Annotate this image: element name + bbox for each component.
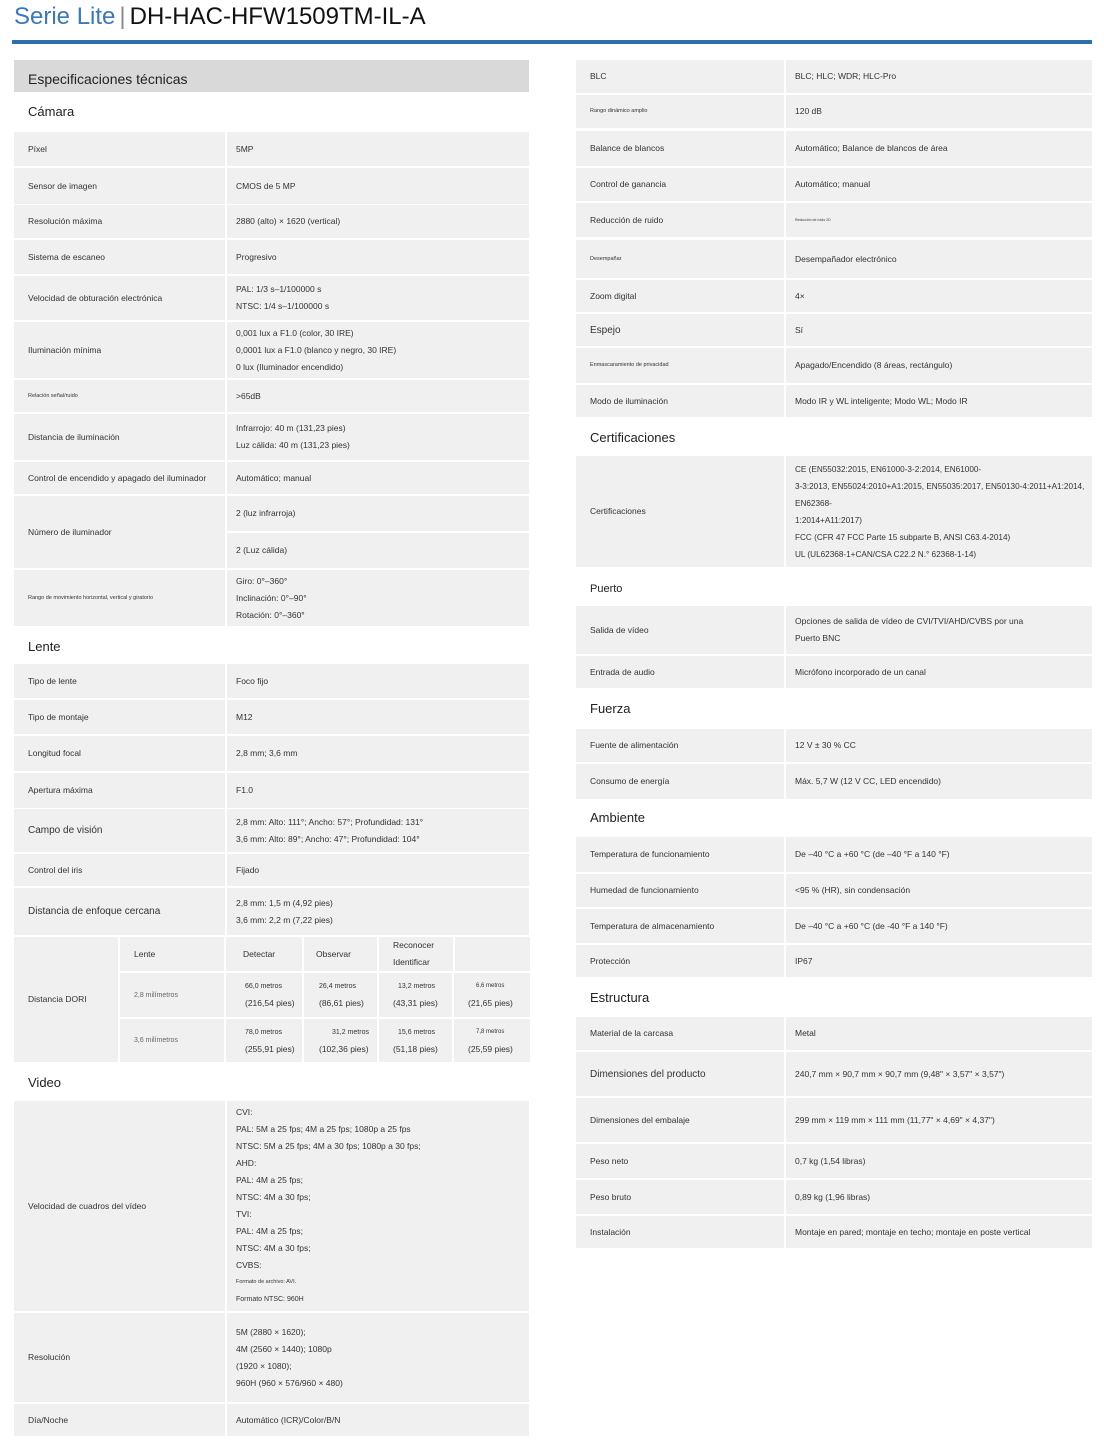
dori-value-ft: (86,61 pies) <box>319 998 364 1008</box>
spec-value-line: Infrarrojo: 40 m (131,23 pies) <box>236 423 346 433</box>
spec-value-cell <box>227 462 529 494</box>
spec-value-cell <box>227 533 529 568</box>
spec-value-line: Puerto BNC <box>795 633 841 643</box>
dori-header-observar: Observar <box>316 948 351 959</box>
dori-value: 7,8 metros <box>476 1028 505 1035</box>
spec-value-line: TVI: <box>236 1209 252 1219</box>
spec-label-cell <box>14 1313 225 1402</box>
section-camara: Cámara <box>28 104 75 119</box>
spec-label-cell <box>576 60 784 93</box>
spec-value-cell <box>786 729 1092 762</box>
spec-value-line: 240,7 mm × 90,7 mm × 90,7 mm (9,48" × 3,57" × 3,57") <box>795 1068 1005 1079</box>
spec-value-cell <box>227 168 529 204</box>
dori-cell <box>454 973 530 1017</box>
spec-label-cell <box>14 414 225 460</box>
spec-value-cell <box>786 606 1092 654</box>
spec-value-line: De –40 °C a +60 °C (de –40 °F a 140 °F) <box>795 849 950 859</box>
spec-value-line: Máx. 5,7 W (12 V CC, LED encendido) <box>795 776 941 786</box>
spec-value-line: CVBS: <box>236 1260 262 1270</box>
spec-value-cell <box>786 203 1092 237</box>
dori-label-cell <box>14 937 118 1062</box>
spec-label: Modo de iluminación <box>590 395 668 406</box>
spec-value-cell <box>786 874 1092 907</box>
spec-value-cell <box>786 837 1092 872</box>
spec-value-cell <box>227 888 529 935</box>
dori-header-divider <box>453 937 455 971</box>
section-ambiente: Ambiente <box>590 810 645 825</box>
spec-label: Entrada de audio <box>590 666 655 677</box>
spec-value-line: 3,6 mm: 2,2 m (7,22 pies) <box>236 914 333 925</box>
spec-value-cell <box>786 456 1092 567</box>
dori-value: 78,0 metros <box>245 1028 282 1036</box>
spec-label-cell <box>14 664 225 698</box>
spec-label: Certificaciones <box>590 506 646 516</box>
spec-label-cell <box>14 570 225 626</box>
spec-label: Instalación <box>590 1226 631 1237</box>
spec-label: Distancia de iluminación <box>28 431 120 442</box>
spec-value-line: Desempañador electrónico <box>795 253 897 264</box>
spec-value-line: FCC (CFR 47 FCC Parte 15 subparte B, ANSI C63.4-2014) <box>795 532 1011 542</box>
spec-value-cell <box>786 280 1092 312</box>
spec-value-line: (1920 × 1080); <box>236 1360 292 1371</box>
spec-label: Balance de blancos <box>590 143 665 153</box>
dori-lens-cell <box>120 1019 224 1062</box>
spec-value-line: Inclinación: 0°–90° <box>236 592 307 603</box>
spec-value-line: 0,001 lux a F1.0 (color, 30 IRE) <box>236 327 354 338</box>
spec-value-line: EN62368- <box>795 498 832 508</box>
spec-label-cell <box>14 380 225 412</box>
series-name: Serie Lite <box>14 3 116 30</box>
spec-value-line: 2 (Luz cálida) <box>236 545 288 555</box>
spec-value-cell <box>786 656 1092 688</box>
spec-label: Reducción de ruido <box>590 214 664 225</box>
spec-label: Peso bruto <box>590 1191 632 1202</box>
dori-cell <box>454 1019 530 1062</box>
spec-value-line: 0 lux (Iluminador encendido) <box>236 361 344 372</box>
spec-value-line: Opciones de salida de vídeo de CVI/TVI/AHD/CVBS por una <box>795 616 1024 626</box>
spec-label: Peso neto <box>590 1155 629 1166</box>
dori-value-ft: (43,31 pies) <box>393 998 438 1008</box>
spec-label: Rango dinámico amplio <box>590 108 648 114</box>
spec-value-line: CVI: <box>236 1107 253 1117</box>
spec-label: Apertura máxima <box>28 785 93 795</box>
dori-header-detectar: Detectar <box>243 948 276 959</box>
spec-label-cell <box>14 496 225 568</box>
dori-value-ft: (102,36 pies) <box>319 1043 369 1054</box>
spec-value-line: 960H (960 × 576/960 × 480) <box>236 1377 343 1388</box>
spec-value-line: PAL: 4M a 25 fps; <box>236 1226 303 1236</box>
spec-value-cell <box>786 131 1092 166</box>
dori-lens-36: 3,6 milímetros <box>134 1037 178 1044</box>
spec-label: Día/Noche <box>28 1414 69 1425</box>
spec-value-cell <box>786 1052 1092 1096</box>
spec-value-cell <box>227 414 529 460</box>
spec-label-cell <box>576 874 784 907</box>
spec-label: Material de la carcasa <box>590 1028 674 1038</box>
section-estructura: Estructura <box>590 990 650 1005</box>
spec-label: Tipo de montaje <box>28 711 89 722</box>
spec-value-cell <box>786 1144 1092 1178</box>
spec-value-line: Reducción de ruido 2D <box>795 217 831 222</box>
dori-value-ft: (51,18 pies) <box>393 1043 438 1054</box>
spec-label-cell <box>576 837 784 872</box>
spec-value-cell <box>227 1404 529 1436</box>
dori-value-ft: (21,65 pies) <box>468 998 513 1008</box>
spec-label-cell <box>576 1052 784 1096</box>
spec-value-line: 2,8 mm: Alto: 111°; Ancho: 57°; Profundidad: 131° <box>236 816 424 827</box>
spec-value-cell <box>786 1216 1092 1248</box>
spec-value-line: Formato NTSC: 960H <box>236 1296 304 1303</box>
spec-value-cell <box>786 1098 1092 1142</box>
dori-cell <box>304 973 377 1017</box>
spec-value-cell <box>227 570 529 626</box>
spec-value-line: PAL: 4M a 25 fps; <box>236 1175 303 1185</box>
header-separator: | <box>119 3 126 30</box>
spec-label-cell <box>14 240 225 274</box>
section-lente: Lente <box>28 639 61 654</box>
spec-value-line: >65dB <box>236 390 261 401</box>
dori-header-cell <box>120 937 224 971</box>
dori-header-cell <box>304 937 377 971</box>
dori-value: 31,2 metros <box>332 1028 369 1036</box>
spec-value-line: CE (EN55032:2015, EN61000-3-2:2014, EN61000- <box>795 464 982 474</box>
dori-label: Distancia DORI <box>28 994 87 1004</box>
spec-label: Distancia de enfoque cercana <box>28 906 161 917</box>
spec-label-cell <box>576 456 784 567</box>
spec-value-line: CMOS de 5 MP <box>236 180 296 191</box>
spec-value-line: BLC; HLC; WDR; HLC-Pro <box>795 71 897 81</box>
spec-label: Campo de visión <box>28 825 103 836</box>
spec-value-line: Rotación: 0°–360° <box>236 609 305 620</box>
spec-label: Tipo de lente <box>28 675 77 686</box>
spec-label: Resolución máxima <box>28 216 103 226</box>
spec-value-line: 1:2014+A11:2017) <box>795 515 862 525</box>
dori-cell <box>304 1019 377 1062</box>
spec-label-cell <box>14 736 225 771</box>
spec-label: Consumo de energía <box>590 776 670 786</box>
dori-value: 6,6 metros <box>476 983 505 989</box>
section-certificaciones: Certificaciones <box>590 430 676 445</box>
spec-value-cell <box>786 240 1092 278</box>
spec-label-cell <box>14 773 225 808</box>
spec-label: Iluminación mínima <box>28 344 102 355</box>
spec-label-cell <box>14 168 225 204</box>
spec-value-line: M12 <box>236 711 253 722</box>
spec-label-cell <box>576 656 784 688</box>
spec-value-cell <box>227 496 529 531</box>
spec-label: Velocidad de cuadros del vídeo <box>28 1200 147 1211</box>
spec-label: Dimensiones del producto <box>590 1068 706 1080</box>
spec-value-line: NTSC: 4M a 30 fps; <box>236 1192 311 1202</box>
spec-value-cell <box>786 945 1092 977</box>
dori-cell <box>379 1019 452 1062</box>
spec-value-line: Montaje en pared; montaje en techo; montaje en poste vertical <box>795 1226 1031 1237</box>
spec-label: Píxel <box>28 143 47 154</box>
spec-label: Sensor de imagen <box>28 180 97 191</box>
spec-value-cell <box>227 380 529 412</box>
page-header <box>14 0 426 40</box>
dori-header-reconocer: Reconocer <box>393 940 435 950</box>
dori-header-identificar: Identificar <box>393 957 430 967</box>
spec-value-line: 0,89 kg (1,96 libras) <box>795 1191 871 1202</box>
header-rule <box>12 40 1092 44</box>
spec-title: Especificaciones técnicas <box>14 60 529 92</box>
dori-value: 13,2 metros <box>398 983 435 990</box>
spec-value-cell <box>227 854 529 886</box>
spec-label: Dimensiones del embalaje <box>590 1114 690 1125</box>
spec-label-cell <box>14 888 225 935</box>
spec-value-line: NTSC: 1/4 s–1/100000 s <box>236 301 330 311</box>
spec-value-line: 2 (luz infrarroja) <box>236 508 296 518</box>
spec-label-cell <box>576 168 784 201</box>
spec-label-cell <box>576 764 784 799</box>
spec-label-cell <box>14 276 225 320</box>
spec-label-cell <box>576 729 784 762</box>
spec-label: Zoom digital <box>590 290 637 301</box>
dori-value-ft: (255,91 pies) <box>245 1043 295 1054</box>
dori-header-cell <box>226 937 302 971</box>
spec-value-line: 5M (2880 × 1620); <box>236 1326 306 1337</box>
spec-label: Control de ganancia <box>590 179 667 189</box>
spec-label-cell <box>576 1144 784 1178</box>
spec-value-line: 120 dB <box>795 106 822 116</box>
spec-label: Desempañar <box>590 255 622 262</box>
spec-value-cell <box>227 240 529 274</box>
dori-value: 15,6 metros <box>398 1028 435 1036</box>
spec-value-line: F1.0 <box>236 785 254 795</box>
spec-label-cell <box>576 909 784 943</box>
spec-value-line: 5MP <box>236 143 254 154</box>
spec-value-cell <box>786 60 1092 93</box>
spec-label: Humedad de funcionamiento <box>590 885 699 895</box>
dori-value: 26,4 metros <box>319 983 356 990</box>
spec-value-cell <box>227 1313 529 1402</box>
spec-value-line: Luz cálida: 40 m (131,23 pies) <box>236 440 350 450</box>
spec-value-cell <box>786 385 1092 417</box>
spec-value-cell <box>786 348 1092 383</box>
spec-value-cell <box>786 314 1092 346</box>
spec-value-line: Sí <box>795 324 804 335</box>
spec-value-line: 0,0001 lux a F1.0 (blanco y negro, 30 IRE) <box>236 344 397 355</box>
spec-value-line: NTSC: 5M a 25 fps; 4M a 30 fps; 1080p a 30 fps; <box>236 1141 421 1151</box>
spec-value-line: 0,7 kg (1,54 libras) <box>795 1155 866 1166</box>
spec-label: Número de iluminador <box>28 526 112 537</box>
spec-value-cell <box>786 95 1092 128</box>
spec-value-cell <box>227 205 529 238</box>
spec-label: Fuente de alimentación <box>590 740 679 750</box>
spec-value-line: 3-3:2013, EN55024:2010+A1:2015, EN55035:2017, EN50130-4:2011+A1:2014, <box>795 481 1085 491</box>
dori-lens-cell <box>120 973 224 1017</box>
spec-value-cell <box>227 1101 529 1311</box>
spec-label: Protección <box>590 955 631 966</box>
spec-label: Longitud focal <box>28 748 81 758</box>
spec-value-line: 299 mm × 119 mm × 111 mm (11,77" × 4,69" × 4,37") <box>795 1114 995 1125</box>
spec-label: Enmascaramiento de privacidad <box>590 362 669 368</box>
dori-value-ft: (216,54 pies) <box>245 998 295 1008</box>
spec-value-line: Formato de archivo: AVI. <box>236 1279 297 1285</box>
spec-label-cell <box>576 240 784 278</box>
spec-label: Control de encendido y apagado del iluminador <box>28 472 207 483</box>
spec-value-line: Modo IR y WL inteligente; Modo WL; Modo IR <box>795 395 968 406</box>
spec-value-line: Automático; manual <box>795 179 871 189</box>
spec-label: Control del iris <box>28 864 83 875</box>
model-name: DH-HAC-HFW1509TM-IL-A <box>129 3 426 30</box>
spec-label-cell <box>14 322 225 378</box>
spec-label-cell <box>14 854 225 886</box>
spec-label-cell <box>576 1180 784 1214</box>
spec-value-line: 2,8 mm; 3,6 mm <box>236 748 298 758</box>
section-fuerza: Fuerza <box>590 701 631 716</box>
spec-value-line: 3,6 mm: Alto: 89°; Ancho: 47°; Profundidad: 104° <box>236 833 420 844</box>
spec-value-line: PAL: 5M a 25 fps; 4M a 25 fps; 1080p a 25 fps <box>236 1124 411 1134</box>
spec-label-cell <box>14 132 225 166</box>
spec-value-line: Apagado/Encendido (8 áreas, rectángulo) <box>795 360 953 370</box>
spec-value-line: Automático; manual <box>236 472 312 483</box>
spec-label: Velocidad de obturación electrónica <box>28 292 163 303</box>
spec-value-line: UL (UL62368-1+CAN/CSA C22.2 N.° 62368-1-14) <box>795 549 977 559</box>
spec-value-cell <box>786 764 1092 799</box>
spec-value-cell <box>786 1180 1092 1214</box>
spec-value-line: 2880 (alto) × 1620 (vertical) <box>236 216 341 226</box>
spec-label: Temperatura de almacenamiento <box>590 920 715 931</box>
spec-value-cell <box>227 736 529 771</box>
spec-value-line: 12 V ± 30 % CC <box>795 740 856 750</box>
spec-label: Relación señal/ruido <box>28 392 78 399</box>
spec-value-line: Automático; Balance de blancos de área <box>795 143 948 153</box>
spec-label-cell <box>576 945 784 977</box>
spec-label-cell <box>14 700 225 734</box>
dori-value-ft: (25,59 pies) <box>468 1043 513 1054</box>
spec-label-cell <box>576 131 784 166</box>
spec-value-cell <box>786 1017 1092 1050</box>
spec-value-line: 4M (2560 × 1440); 1080p <box>236 1343 332 1354</box>
spec-value-line: De –40 °C a +60 °C (de -40 °F a 140 °F) <box>795 920 948 931</box>
spec-value-line: AHD: <box>236 1158 257 1168</box>
spec-label: Espejo <box>590 324 621 336</box>
section-puerto: Puerto <box>590 583 623 595</box>
spec-label-cell <box>14 205 225 238</box>
spec-label-cell <box>14 1101 225 1311</box>
dori-header-lente: Lente <box>134 948 156 959</box>
spec-label-cell <box>576 385 784 417</box>
spec-label-cell <box>576 203 784 237</box>
spec-label-cell <box>576 1017 784 1050</box>
spec-label-cell <box>576 95 784 128</box>
spec-value-line: Metal <box>795 1028 816 1038</box>
spec-label-cell <box>576 1098 784 1142</box>
dori-value: 66,0 metros <box>245 983 282 990</box>
spec-value-cell <box>227 773 529 808</box>
spec-label-cell <box>576 606 784 654</box>
spec-value-line: 2,8 mm: 1,5 m (4,92 pies) <box>236 897 333 908</box>
spec-label: Sistema de escaneo <box>28 251 106 262</box>
spec-value-line: IP67 <box>795 955 813 966</box>
dori-cell <box>226 1019 302 1062</box>
spec-label-cell <box>14 809 225 852</box>
spec-label: Temperatura de funcionamiento <box>590 849 710 859</box>
spec-value-cell <box>227 132 529 166</box>
spec-value-line: Progresivo <box>236 251 277 262</box>
spec-label-cell <box>14 1404 225 1436</box>
spec-value-line: Foco fijo <box>236 675 269 686</box>
spec-label-cell <box>576 1216 784 1248</box>
spec-value-cell <box>227 322 529 378</box>
spec-value-cell <box>227 664 529 698</box>
spec-label-cell <box>576 348 784 383</box>
spec-label: Rango de movimiento horizontal, vertical y giratorio <box>28 594 154 601</box>
dori-cell <box>226 973 302 1017</box>
spec-value-cell <box>227 276 529 320</box>
spec-value-line: 4× <box>795 290 805 301</box>
spec-value-cell <box>227 700 529 734</box>
spec-label: Salida de vídeo <box>590 624 649 635</box>
spec-value-line: NTSC: 4M a 30 fps; <box>236 1243 311 1253</box>
spec-value-line: Micrófono incorporado de un canal <box>795 666 926 677</box>
spec-value-line: Giro: 0°–360° <box>236 575 288 586</box>
spec-value-line: Fijado <box>236 864 260 875</box>
spec-value-cell <box>786 909 1092 943</box>
spec-label: Resolución <box>28 1352 71 1362</box>
spec-value-line: PAL: 1/3 s–1/100000 s <box>236 284 322 294</box>
spec-label-cell <box>14 462 225 494</box>
dori-cell <box>379 973 452 1017</box>
spec-label-cell <box>576 314 784 346</box>
section-video: Video <box>28 1075 62 1090</box>
spec-value-line: <95 % (HR), sin condensación <box>795 885 911 895</box>
spec-label-cell <box>576 280 784 312</box>
spec-label: BLC <box>590 71 607 81</box>
spec-value-cell <box>227 809 529 852</box>
dori-lens-28: 2,8 milímetros <box>134 991 178 999</box>
spec-value-cell <box>786 168 1092 201</box>
spec-value-line: Automático (ICR)/Color/B/N <box>236 1414 341 1425</box>
